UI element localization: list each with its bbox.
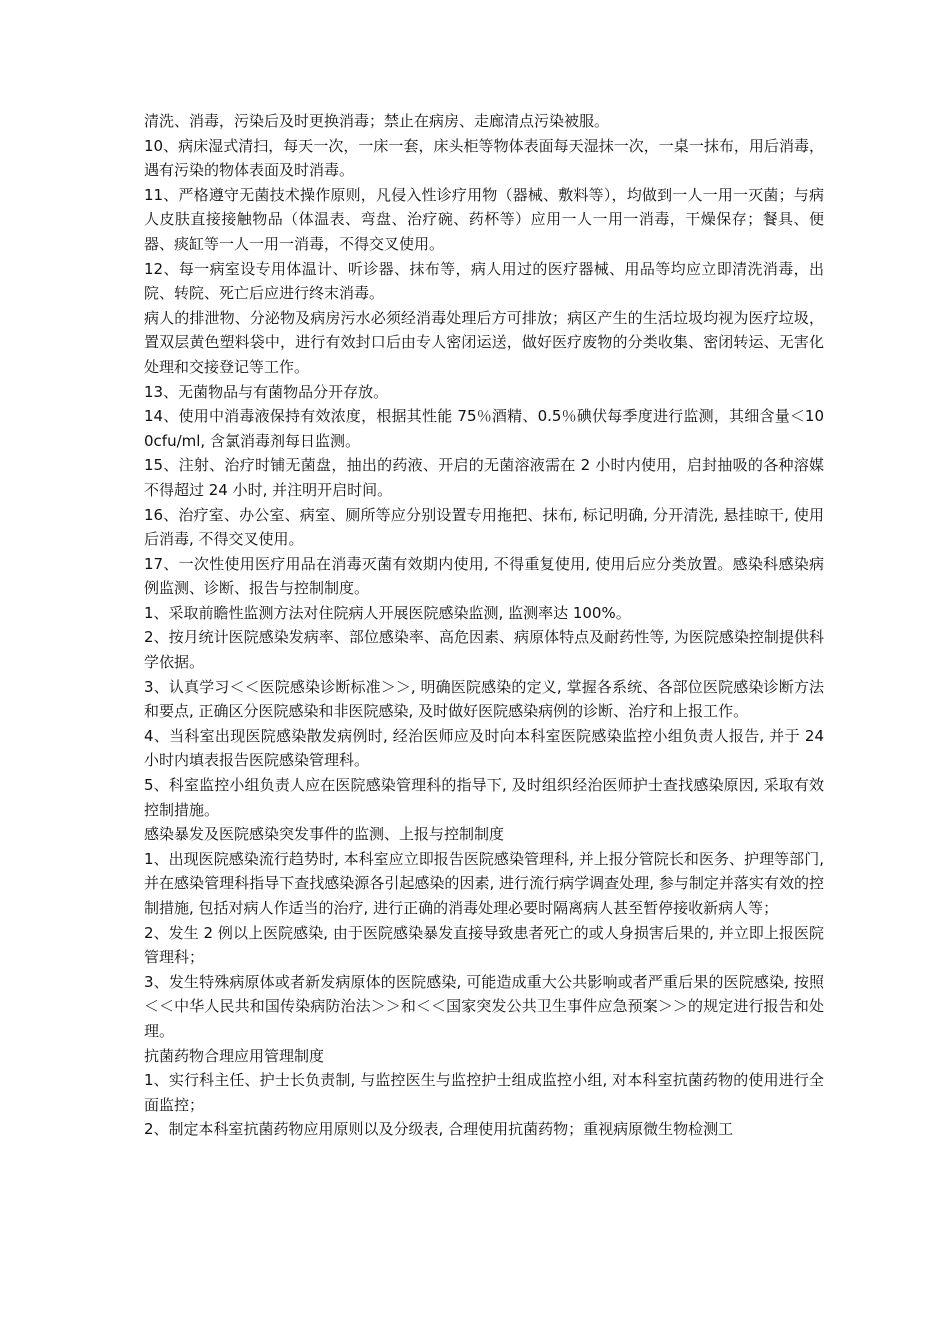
document-page	[144, 109, 824, 1142]
paragraph-rule-13: 13、无菌物品与有菌物品分开存放。	[144, 382, 389, 401]
paragraph-monitoring-4: 4、当科室出现医院感染散发病例时, 经治医师应及时向本科室医院感染监控小组负责人报告, 并于 24 小时内填表报告医院感染管理科。	[144, 726, 824, 770]
paragraph-rule-16: 16、治疗室、办公室、病室、厕所等应分别设置专用拖把、抹布, 标记明确, 分开清洗, 悬挂晾干, 使用后消毒, 不得交叉使用。	[144, 505, 824, 549]
paragraph-rule-15: 15、注射、治疗时铺无菌盘，抽出的药液、开启的无菌溶液需在 2 小时内使用，启封抽吸的各种溶媒不得超过 24 小时, 并注明开启时间。	[144, 456, 824, 499]
paragraph-rule-14: 14、使用中消毒液保持有效浓度，根据其性能 75％酒精、0.5％碘伏每季度进行监测，其细含量＜100cfu/ml, 含氯消毒剂每日监测。	[144, 407, 824, 450]
paragraph-monitoring-5: 5、科室监控小组负责人应在医院感染管理科的指导下, 及时组织经治医师护士查找感染原因, 采取有效控制措施。	[144, 776, 824, 819]
paragraph-rule-17: 17、一次性使用医疗用品在消毒灭菌有效期内使用, 不得重复使用, 使用后应分类放置。感染科感染病例监测、诊断、报告与控制制度。	[144, 554, 824, 598]
section-heading-antibiotics: 抗菌药物合理应用管理制度	[144, 1046, 325, 1065]
paragraph-linen-cleaning: 清洗、消毒，污染后及时更换消毒；禁止在病房、走廊清点污染被服。	[144, 112, 610, 130]
paragraph-outbreak-2: 2、发生 2 例以上医院感染, 由于医院感染暴发直接导致患者死亡的或人身损害后果的, 并立即上报医院管理科；	[144, 923, 824, 967]
paragraph-monitoring-2: 2、按月统计医院感染发病率、部位感染率、高危因素、病原体特点及耐药性等, 为医院感染控制提供科学依据。	[144, 628, 824, 672]
paragraph-rule-12: 12、每一病室设专用体温计、听诊器、抹布等，病人用过的医疗器械、用品等均应立即清洗消毒，出院、转院、死亡后应进行终末消毒。	[144, 259, 824, 303]
paragraph-antibiotics-1: 1、实行科主任、护士长负责制, 与监控医生与监控护士组成监控小组, 对本科室抗菌药物的使用进行全面监控；	[144, 1071, 824, 1114]
paragraph-rule-11: 11、严格遵守无菌技术操作原则，凡侵入性诊疗用物（器械、敷料等），均做到一人一用一灭菌；与病人皮肤直接接触物品（体温表、弯盘、治疗碗、药杯等）应用一人一用一消毒，干燥保存；餐具、便器、痰缸等一人一用一消毒，不得交叉使用。	[144, 185, 824, 253]
paragraph-outbreak-3: 3、发生特殊病原体或者新发病原体的医院感染, 可能造成重大公共影响或者严重后果的医院感染, 按照＜＜中华人民共和国传染病防治法＞＞和＜＜国家突发公共卫生事件应急预案＞＞的规定进行报告和处理。	[144, 972, 824, 1040]
paragraph-monitoring-1: 1、采取前瞻性监测方法对住院病人开展医院感染监测, 监测率达 100%。	[144, 603, 631, 622]
section-heading-outbreak: 感染暴发及医院感染突发事件的监测、上报与控制制度	[144, 825, 505, 844]
paragraph-waste-handling: 病人的排泄物、分泌物及病房污水必须经消毒处理后方可排放；病区产生的生活垃圾均视为医疗垃圾，置双层黄色塑料袋中，进行有效封口后由专人密闭运送，做好医疗废物的分类收集、密闭转运、无害化处理和交接登记等工作。	[144, 308, 824, 376]
paragraph-monitoring-3: 3、认真学习＜＜医院感染诊断标准＞＞, 明确医院感染的定义, 掌握各系统、各部位医院感染诊断方法和要点, 正确区分医院感染和非医院感染, 及时做好医院感染病例的诊断、治疗和上报工作。	[144, 677, 824, 721]
paragraph-rule-10: 10、病床湿式清扫，每天一次，一床一套，床头柜等物体表面每天湿抹一次，一桌一抹布，用后消毒，遇有污染的物体表面及时消毒。	[144, 136, 824, 180]
paragraph-outbreak-1: 1、出现医院感染流行趋势时, 本科室应立即报告医院感染管理科, 并上报分管院长和医务、护理等部门, 并在感染管理科指导下查找感染源各引起感染的因素, 进行流行病学调查处理, 参与制定并落实有效的控制措施, 包括对病人作适当的治疗, 进行正确的消毒处理必要时隔离病人甚至暂停接收新病人等；	[144, 849, 824, 917]
paragraph-antibiotics-2: 2、制定本科室抗菌药物应用原则以及分级表, 合理使用抗菌药物；重视病原微生物检测工	[144, 1120, 734, 1139]
